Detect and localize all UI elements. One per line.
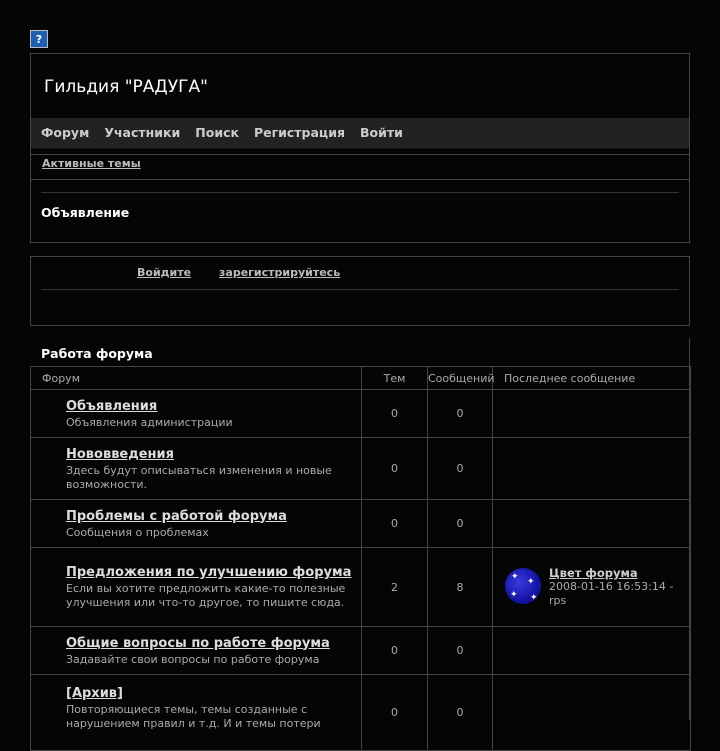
topics-count: 0 xyxy=(362,390,428,438)
main-nav xyxy=(31,118,689,149)
forum-link[interactable]: [Архив] xyxy=(66,686,123,701)
divider xyxy=(41,289,679,290)
register-link[interactable]: зарегистрируйтесь xyxy=(219,266,341,279)
login-link[interactable]: Войдите xyxy=(137,266,192,279)
forum-description: Повторяющиеся темы, темы созданные с нарушением правил и т.д. И и темы потери xyxy=(66,703,321,730)
nav-members[interactable]: Участники xyxy=(104,125,181,140)
last-post-cell xyxy=(493,438,691,500)
table-row xyxy=(31,500,691,548)
forum-description: Если вы хотите предложить какие-то полезные улучшения или что-то другое, то пишите сюда. xyxy=(66,582,346,609)
last-post-author[interactable]: rps xyxy=(549,594,567,607)
table-row xyxy=(31,548,691,627)
column-header-topics: Тем xyxy=(362,367,428,390)
forum-cell xyxy=(31,500,362,548)
nav-login[interactable]: Войти xyxy=(359,125,403,140)
topics-count: 0 xyxy=(362,438,428,500)
table-row xyxy=(31,438,691,500)
nav-register[interactable]: Регистрация xyxy=(253,125,345,140)
table-row xyxy=(31,675,691,751)
login-prompt-panel xyxy=(30,256,690,326)
help-icon[interactable]: ? xyxy=(30,30,48,48)
table-header-row xyxy=(31,367,691,390)
announcement-title: Объявление xyxy=(41,205,130,220)
forum-link[interactable]: Нововведения xyxy=(66,446,174,462)
forum-cell xyxy=(31,438,362,500)
last-post-cell xyxy=(493,390,691,438)
active-topics-bar xyxy=(31,154,689,180)
site-title: Гильдия "РАДУГА" xyxy=(44,77,208,97)
column-header-forum: Форум xyxy=(31,367,362,390)
posts-count: 0 xyxy=(428,438,493,500)
forum-link[interactable]: Предложения по улучшению форума xyxy=(66,565,352,580)
nav-forum[interactable]: Форум xyxy=(41,125,90,140)
last-post-link[interactable]: Цвет форума xyxy=(549,566,638,580)
topics-count: 0 xyxy=(362,627,428,675)
topics-count: 0 xyxy=(362,675,428,751)
forum-description: Сообщения о проблемах xyxy=(66,525,209,539)
forum-cell xyxy=(31,548,362,627)
topics-count: 2 xyxy=(362,548,428,627)
active-topics-link[interactable]: Активные темы xyxy=(42,157,141,170)
last-post-cell xyxy=(493,675,691,751)
forum-cell xyxy=(31,627,362,675)
forum-description: Объявления администрации xyxy=(66,415,233,429)
posts-count: 0 xyxy=(428,500,493,548)
forum-cell xyxy=(31,390,362,438)
forum-link[interactable]: Общие вопросы по работе форума xyxy=(66,635,330,651)
topics-count: 0 xyxy=(362,500,428,548)
forum-table xyxy=(30,366,691,751)
forum-link[interactable]: Объявления xyxy=(66,398,158,414)
posts-count: 8 xyxy=(428,548,493,627)
column-header-last-post: Последнее сообщение xyxy=(493,367,691,390)
forum-description: Здесь будут описываться изменения и новые возможности. xyxy=(66,463,332,491)
forum-category xyxy=(30,338,690,730)
posts-count: 0 xyxy=(428,390,493,438)
column-header-posts: Сообщений xyxy=(428,367,493,390)
posts-count: 0 xyxy=(428,627,493,675)
last-post-date: 2008-01-16 16:53:14 - xyxy=(549,580,674,593)
forum-cell xyxy=(31,675,362,751)
last-post-cell xyxy=(493,627,691,675)
table-row xyxy=(31,390,691,438)
table-row xyxy=(31,627,691,675)
avatar[interactable]: ✦ ✦ ✦ ✦ xyxy=(505,568,541,604)
nav-search[interactable]: Поиск xyxy=(195,125,239,140)
divider xyxy=(41,192,679,193)
category-title: Работа форума xyxy=(41,346,153,361)
forum-link[interactable]: Проблемы с работой форума xyxy=(66,508,287,524)
header-panel xyxy=(30,53,690,243)
last-post-cell xyxy=(493,548,691,627)
last-post-cell xyxy=(493,500,691,548)
posts-count: 0 xyxy=(428,675,493,751)
forum-description: Задавайте свои вопросы по работе форума xyxy=(66,652,320,666)
